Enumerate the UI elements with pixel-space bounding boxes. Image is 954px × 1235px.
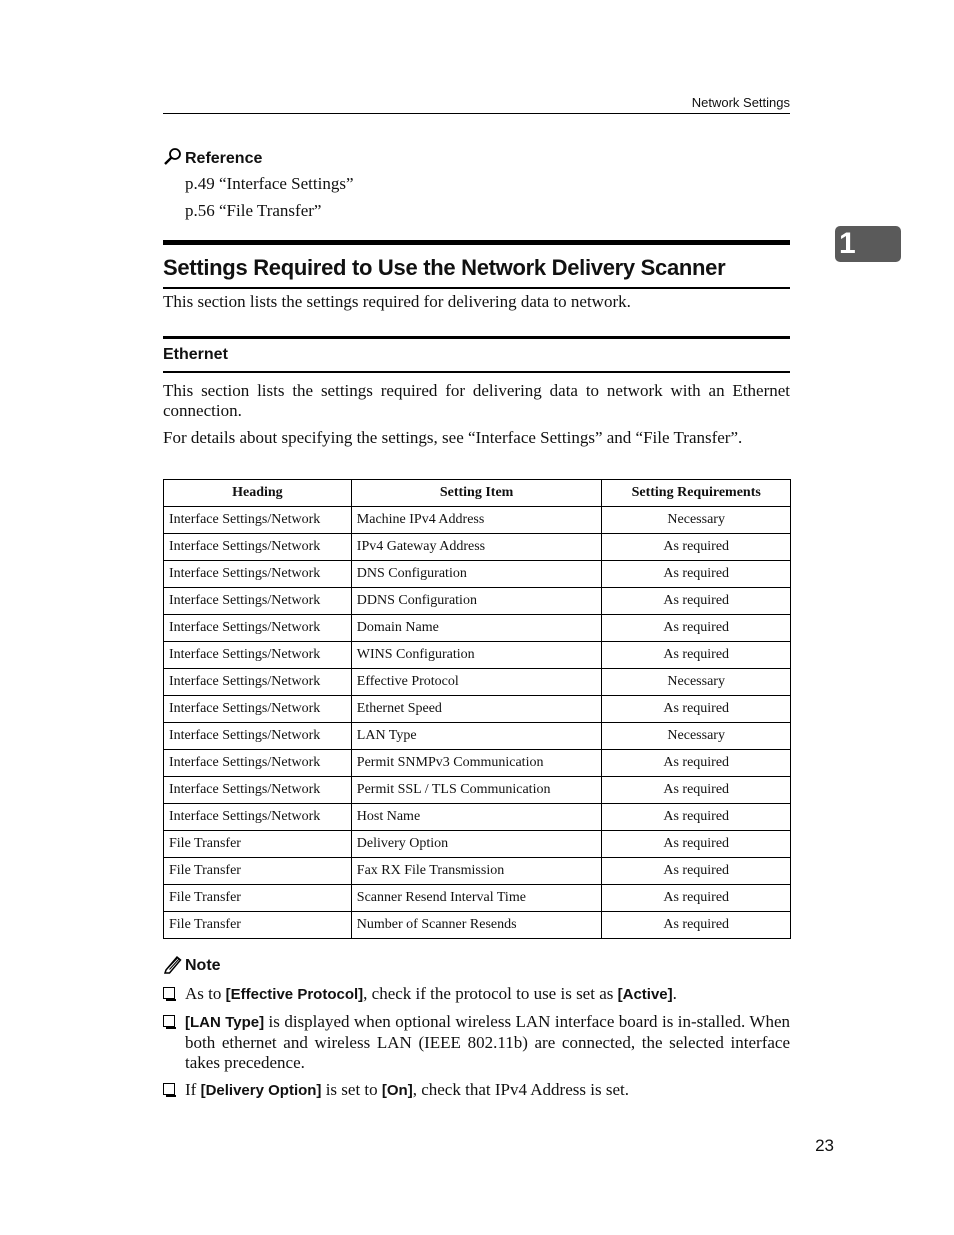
cell-setting-item: Permit SNMPv3 Communication (351, 750, 602, 777)
table-row (164, 750, 791, 777)
section-header (163, 240, 790, 289)
cell-heading: Interface Settings/Network (164, 615, 352, 642)
note-title: Note (185, 957, 221, 974)
table-row (164, 885, 791, 912)
note-text: is set to (321, 1080, 382, 1099)
cell-setting-item: DDNS Configuration (351, 588, 602, 615)
cell-setting-item: LAN Type (351, 723, 602, 750)
cell-setting-item: Fax RX File Transmission (351, 858, 602, 885)
on-key: [On] (381, 1082, 413, 1099)
cell-setting-item: IPv4 Gateway Address (351, 534, 602, 561)
cell-heading: File Transfer (164, 885, 352, 912)
cell-requirement: As required (602, 615, 791, 642)
note-item-delivery-option (163, 1080, 790, 1101)
table-row (164, 534, 791, 561)
column-header-setting-requirements: Setting Requirements (602, 480, 791, 507)
note-item-effective-protocol (163, 984, 790, 1005)
table-row (164, 696, 791, 723)
subsection-header (163, 336, 790, 373)
cell-setting-item: Ethernet Speed (351, 696, 602, 723)
settings-table (163, 479, 791, 939)
cell-requirement: As required (602, 831, 791, 858)
cell-setting-item: Host Name (351, 804, 602, 831)
cell-heading: File Transfer (164, 858, 352, 885)
cell-heading: File Transfer (164, 912, 352, 939)
cell-heading: File Transfer (164, 831, 352, 858)
active-key: [Active] (617, 986, 673, 1003)
cell-heading: Interface Settings/Network (164, 561, 352, 588)
cell-setting-item: DNS Configuration (351, 561, 602, 588)
cell-heading: Interface Settings/Network (164, 534, 352, 561)
cell-heading: Interface Settings/Network (164, 588, 352, 615)
note-block (163, 955, 790, 1101)
cell-requirement: As required (602, 588, 791, 615)
cell-heading: Interface Settings/Network (164, 642, 352, 669)
cell-heading: Interface Settings/Network (164, 750, 352, 777)
reference-block (163, 148, 790, 224)
cell-requirement: Necessary (602, 669, 791, 696)
subsection-title: Ethernet (163, 346, 228, 363)
table-row (164, 912, 791, 939)
column-header-heading: Heading (164, 480, 352, 507)
cell-requirement: As required (602, 642, 791, 669)
ethernet-paragraph-1: This section lists the settings required for delivering data to network with an Ethernet connection. (163, 381, 790, 420)
table-row (164, 831, 791, 858)
cell-setting-item: Delivery Option (351, 831, 602, 858)
cell-requirement: As required (602, 561, 791, 588)
note-text: is displayed when optional wireless LAN interface board is in-stalled. When both ethernet and wireless LAN (IEEE 802.11b) are connected, the selected interface takes precedence. (185, 1012, 790, 1072)
magnifier-icon (163, 147, 185, 172)
cell-heading: Interface Settings/Network (164, 804, 352, 831)
cell-heading: Interface Settings/Network (164, 669, 352, 696)
table-row (164, 858, 791, 885)
reference-link-interface-settings[interactable]: p.49 “Interface Settings” (185, 174, 354, 193)
note-text: , check if the protocol to use is set as (363, 984, 618, 1003)
cell-setting-item: Permit SSL / TLS Communication (351, 777, 602, 804)
table-row (164, 642, 791, 669)
ethernet-paragraph-2: For details about specifying the settings, see “Interface Settings” and “File Transfer”. (163, 428, 743, 447)
cell-setting-item: Effective Protocol (351, 669, 602, 696)
cell-setting-item: Number of Scanner Resends (351, 912, 602, 939)
cell-heading: Interface Settings/Network (164, 723, 352, 750)
cell-requirement: As required (602, 858, 791, 885)
table-row (164, 777, 791, 804)
cell-heading: Interface Settings/Network (164, 777, 352, 804)
cell-requirement: As required (602, 750, 791, 777)
cell-requirement: As required (602, 696, 791, 723)
running-header: Network Settings (163, 95, 790, 114)
table-row (164, 723, 791, 750)
note-heading (163, 955, 790, 977)
cell-setting-item: WINS Configuration (351, 642, 602, 669)
section-intro: This section lists the settings required for delivering data to network. (163, 292, 631, 311)
reference-title: Reference (185, 150, 263, 167)
cell-setting-item: Domain Name (351, 615, 602, 642)
cell-setting-item: Machine IPv4 Address (351, 507, 602, 534)
cell-requirement: As required (602, 534, 791, 561)
chapter-tab: 1 (835, 226, 901, 262)
cell-heading: Interface Settings/Network (164, 696, 352, 723)
table-row (164, 615, 791, 642)
cell-setting-item: Scanner Resend Interval Time (351, 885, 602, 912)
table-row (164, 588, 791, 615)
cell-requirement: As required (602, 804, 791, 831)
lan-type-key: [LAN Type] (185, 1014, 265, 1031)
table-row (164, 804, 791, 831)
checkbox-bullet-icon (163, 1015, 175, 1027)
page-number: 23 (815, 1136, 834, 1155)
note-text: If (185, 1080, 201, 1099)
table-row (164, 669, 791, 696)
subsection-rule-bottom (163, 371, 790, 373)
checkbox-bullet-icon (163, 987, 175, 999)
cell-requirement: Necessary (602, 723, 791, 750)
column-header-setting-item: Setting Item (351, 480, 602, 507)
table-row (164, 561, 791, 588)
reference-link-file-transfer[interactable]: p.56 “File Transfer” (185, 201, 322, 220)
table-header-row (164, 480, 791, 507)
note-text: . (672, 984, 677, 1003)
table-row (164, 507, 791, 534)
cell-requirement: As required (602, 885, 791, 912)
section-title: Settings Required to Use the Network Delivery Scanner (163, 255, 726, 280)
note-item-lan-type (163, 1012, 790, 1073)
pencil-icon (163, 954, 183, 979)
reference-heading (163, 148, 790, 170)
cell-heading: Interface Settings/Network (164, 507, 352, 534)
cell-requirement: Necessary (602, 507, 791, 534)
note-text: As to (185, 984, 226, 1003)
cell-requirement: As required (602, 777, 791, 804)
effective-protocol-key: [Effective Protocol] (225, 986, 364, 1003)
cell-requirement: As required (602, 912, 791, 939)
checkbox-bullet-icon (163, 1083, 175, 1095)
note-text: , check that IPv4 Address is set. (412, 1080, 629, 1099)
delivery-option-key: [Delivery Option] (200, 1082, 322, 1099)
section-rule-bottom (163, 287, 790, 289)
